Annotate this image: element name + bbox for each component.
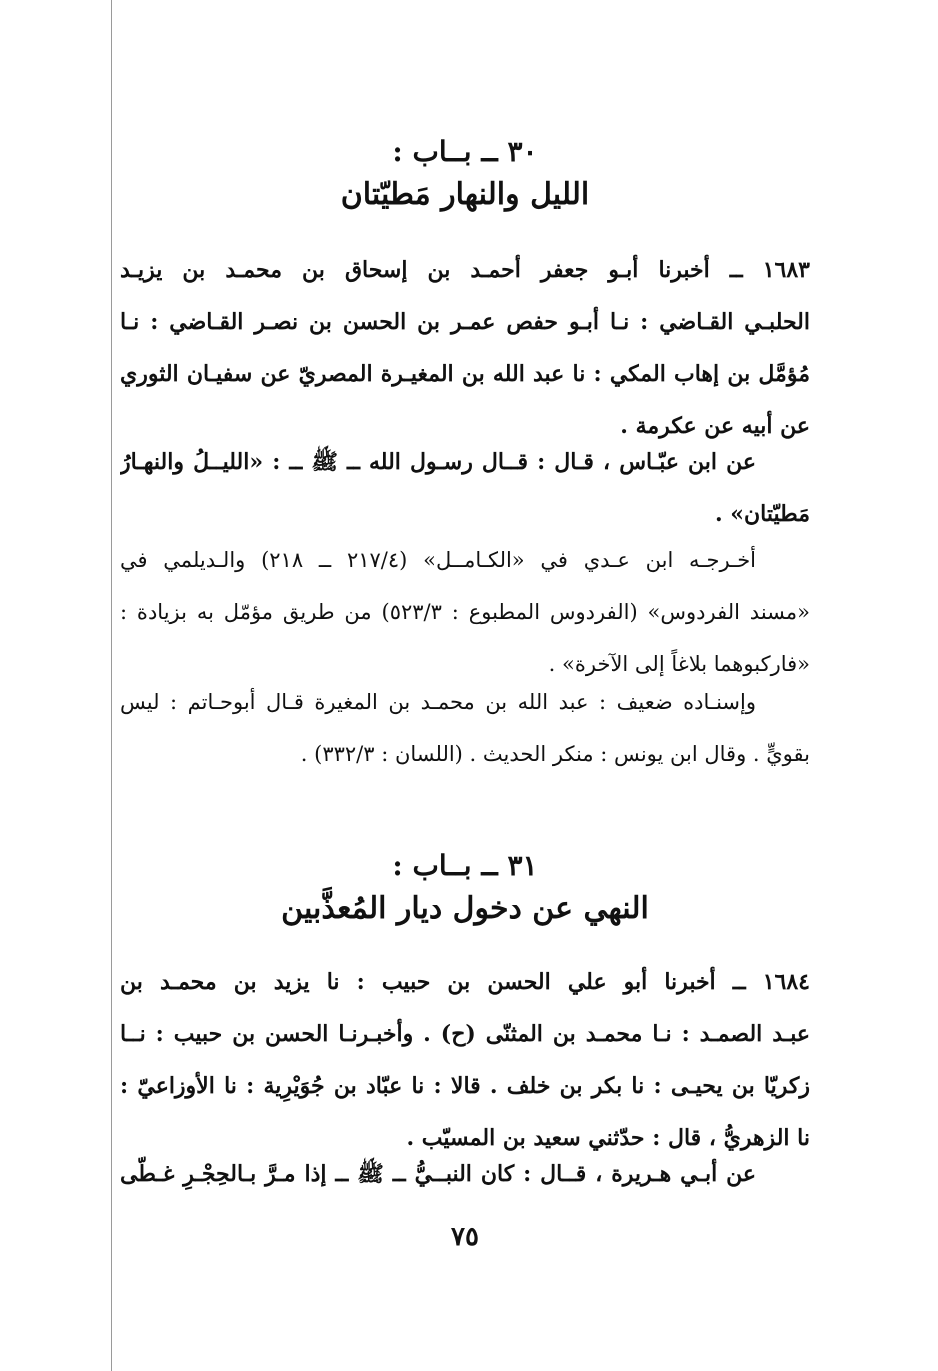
page-number: ٧٥	[451, 1222, 479, 1252]
isnad-line: نا الزهريُّ ، قال : حدّثني سعيد بن المسيّب .	[406, 1125, 810, 1151]
isnad-line: ١٦٨٤ ــ أخبرنا أبو علي الحسن بن حبيب : نا يزيد بن محمـد بن	[120, 969, 810, 995]
isnad-line: عن أبيه عن عكرمة .	[620, 413, 810, 439]
takhrij-paragraph-2	[120, 676, 810, 780]
hadith-1683-matn	[120, 436, 810, 540]
takhrij-line: وإسنـاده ضعيف : عبد الله بن محمـد بن المغيرة قـال أبوحـاتم : ليس	[120, 690, 756, 714]
matn-line: عن ابن عبّـاس ، قـال : قــال رسـول الله ــ ﷺ ــ : «الليــلُ والنهـارُ	[120, 449, 756, 475]
isnad-line: مُؤمَّل بن إهاب المكي : نا عبد الله بن المغيـرة المصريّ عن سفيـان الثوري	[120, 361, 810, 387]
chapter-30-heading	[120, 132, 810, 218]
hadith-1684-isnad	[120, 956, 810, 1164]
book-page	[120, 0, 810, 1371]
takhrij-line: أخـرجـه ابن عـدي في «الكـامــل» (٢١٧/٤ ــ ٢١٨) والـديلمي في	[120, 548, 757, 572]
matn-line: عن أبـي هـريرة ، قــال : كان النبــيُّ ــ ﷺ ــ إذا مـرَّ بـالحِجْـرِ غـطّى	[120, 1161, 756, 1187]
takhrij-line: بقويٍّ . وقال ابن يونس : منكر الحديث . (اللسان : ٣٣٢/٣) .	[300, 742, 810, 766]
isnad-line: عبـد الصمـد : نـا محمـد بن المثنّى (ح) . وأخبـرنـا الحسن بن حبيب : نــا	[120, 1021, 810, 1047]
matn-line: مَطيّتان» .	[714, 501, 810, 527]
takhrij-paragraph-1	[120, 534, 810, 690]
chapter-30-title: الليل والنهار مَطيّتان	[340, 177, 590, 212]
isnad-line: الحلبـي القـاضي : نـا أبـو حفص عمـر بن الحسن بن نصـر القـاضي : نـا	[120, 309, 810, 335]
hadith-1684-matn	[120, 1148, 810, 1200]
chapter-30-number: ٣٠ ــ بــاب :	[392, 135, 538, 168]
margin-rule	[111, 0, 112, 1371]
hadith-1683-isnad	[120, 244, 810, 452]
isnad-line: ١٦٨٣ ــ أخبرنا أبـو جعفر أحمـد بن إسحاق بن محمـد بن يزيـد	[120, 257, 810, 283]
chapter-31-heading	[120, 846, 810, 932]
takhrij-line: «فاركبوهما بلاغاً إلى الآخرة» .	[548, 652, 810, 676]
chapter-31-title: النهي عن دخول ديار المُعذَّبين	[281, 891, 649, 926]
isnad-line: زكريّا بن يحيـى : نا بكر بن خلف . قالا : نا عبّاد بن جُوَيْرِية : نا الأوزاعيّ :	[120, 1073, 810, 1099]
chapter-31-number: ٣١ ــ بــاب :	[392, 849, 538, 882]
takhrij-line: «مسند الفردوس» (الفردوس المطبوع : ٥٢٣/٣) من طريق مؤمّل به بزيادة :	[120, 600, 810, 624]
